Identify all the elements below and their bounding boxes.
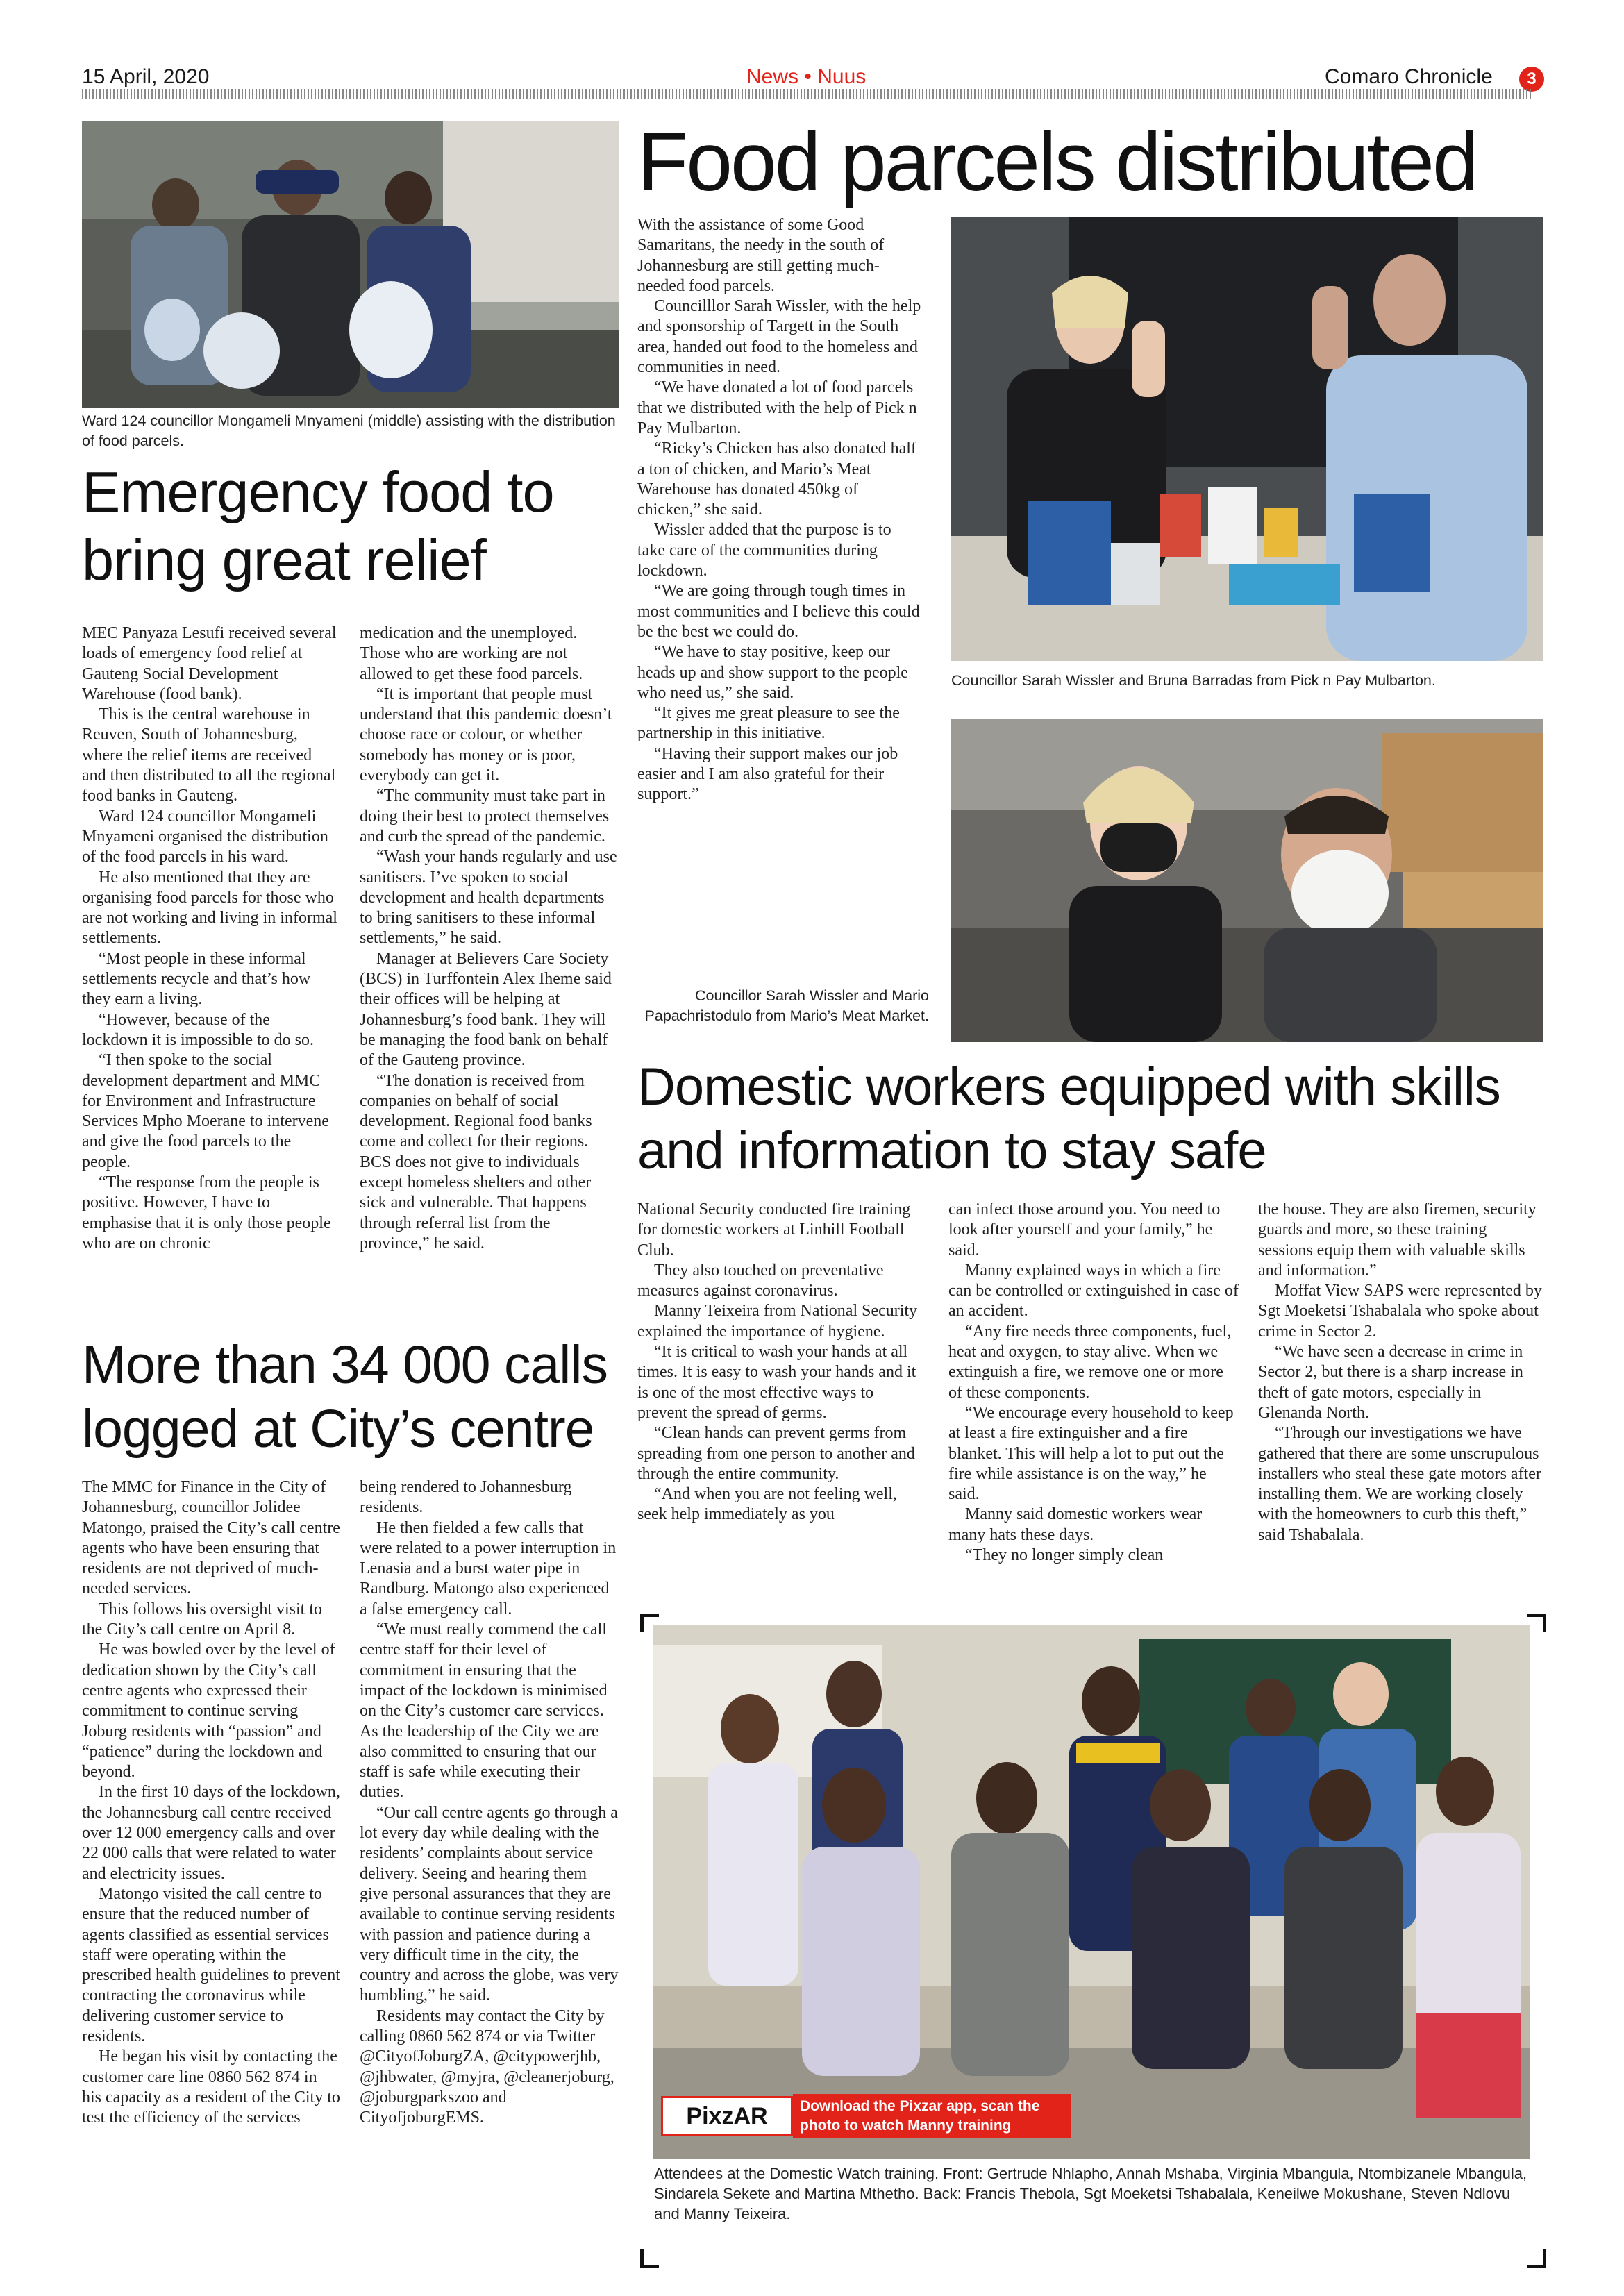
paragraph: “The response from the people is positive. However, I have to emphasise that it is only those people who are on chronic (82, 1173, 331, 1252)
paragraph: “Most people in these informal settlements recycle and that’s how they earn a living. (82, 949, 311, 1009)
paragraph: He also mentioned that they are organising food parcels for those who are not working and living in informal settlements. (82, 868, 337, 948)
paragraph: Councilllor Sarah Wissler, with the help and sponsorship of Targett in the South area, handed out food to the homeless and communities in need. (637, 297, 921, 377)
issue-date: 15 April, 2020 (82, 65, 210, 88)
pixzar-logo: PixzAR (686, 2102, 768, 2129)
calls-col-2 (360, 1477, 619, 2129)
paragraph: “The donation is received from companies on behalf of social development. Regional food banks come and collect for their regions. BCS does not give to individuals except homeless shelters and other sick and vulnerable. That happens through referral list from the province,” he said. (360, 1071, 592, 1252)
paragraph: “Ricky’s Chicken has also donated half a ton of chicken, and Mario’s Meat Warehouse has donated 450kg of chicken,” she said. (637, 439, 916, 519)
paragraph: “I then spoke to the social development department and MMC for Environment and Infrastructure Services Mpho Moerane to intervene and give the food parcels to the people. (82, 1051, 329, 1171)
frame-corner-br (1527, 2249, 1546, 2268)
paragraph: “Any fire needs three components, fuel, heat and oxygen, to stay alive. When we extinguish a fire, we remove one or more of these components. (948, 1322, 1232, 1402)
paragraph: Manny Teixeira from National Security explained the importance of hygiene. (637, 1302, 918, 1341)
page-number-badge (1519, 67, 1544, 92)
frame-corner-bl (640, 2249, 659, 2268)
paragraph: With the assistance of some Good Samaritans, the needy in the south of Johannesburg are still getting much-needed food parcels. (637, 216, 885, 295)
paragraph: “They no longer simply clean (965, 1546, 1164, 1565)
domestic-col-1 (637, 1200, 928, 1525)
paragraph: “Wash your hands regularly and use sanitisers. I’ve spoken to social development and health departments to bring sanitisers to these informal settlements,” he said. (360, 848, 617, 948)
calls-col-1 (82, 1477, 340, 2129)
paragraph: MEC Panyaza Lesufi received several loads of emergency food relief at Gauteng Social Development Warehouse (food bank). (82, 624, 337, 703)
paragraph: “We have seen a decrease in crime in Sector 2, but there is a sharp increase in theft of gate motors, especially in Glenanda North. (1258, 1343, 1523, 1422)
section-separator: • (804, 65, 812, 88)
page-number: 3 (1527, 69, 1537, 88)
paragraph: Manager at Believers Care Society (BCS) in Turffontein Alex Iheme said their offices will be helping at Johannesburg’s food bank. They will be managing the food bank on behalf of the Gauteng province. (360, 949, 612, 1070)
paragraph: Wissler added that the purpose is to take care of the communities during lockdown. (637, 521, 891, 580)
headline-domestic-workers: Domestic workers equipped with skills and information to stay safe (637, 1057, 1500, 1180)
emergency-col-2 (360, 623, 618, 1254)
paragraph: Manny explained ways in which a fire can be controlled or extinguished in case of an accident. (948, 1261, 1239, 1321)
paragraph: Matongo visited the call centre to ensure that the reduced number of agents classified as essential services staff were operating within the prescribed health guidelines to prevent contracting the coronavirus while delivering customer service to residents. (82, 1884, 340, 2046)
paragraph: being rendered to Johannesburg residents. (360, 1478, 572, 1517)
section-label (746, 65, 866, 89)
photo3-caption: Councillor Sarah Wissler and Mario Papachristodulo from Mario’s Meat Market. (644, 987, 929, 1024)
paragraph: He was bowled over by the level of dedication shown by the City’s call centre agents who expressed their commitment to continue serving Joburg residents with “passion” and “patience” during the lockdown and beyond. (82, 1641, 335, 1782)
paragraph: “Having their support makes our job easier and I am also grateful for their support.” (637, 744, 898, 804)
paragraph: “We are going through tough times in most communities and I believe this could be the best we could do. (637, 582, 920, 641)
photo-domestic-watch-group (653, 1625, 1530, 2159)
headline-call-centre: More than 34 000 calls logged at City’s centre (82, 1335, 608, 1459)
food-parcels-col (637, 215, 922, 805)
emergency-col-1 (82, 623, 339, 1254)
header-rule (82, 89, 1533, 99)
paragraph: Residents may contact the City by calling 0860 562 874 or via Twitter @CityofJoburgZA, @citypowerjhb, @jhbwater, @myjra, @cleanerjoburg, @joburgparkszoo and CityofjoburgEMS. (360, 2006, 614, 2127)
photo4-caption: Attendees at the Domestic Watch training. Front: Gertrude Nhlapho, Annah Mshaba, Virginia Mbangula, Ntombizanele Mbangula, Sindarela Sekete and Martina Mthetho. Back: Francis Thebola, Sgt Moeketsi Tshabalala, Keneilwe Mokushane, Steven Ndlovu and Manny Teixeira. (654, 2165, 1527, 2222)
pixzar-message-box (793, 2094, 1071, 2138)
newspaper-name: Comaro Chronicle (1325, 65, 1493, 88)
paragraph: Moffat View SAPS were represented by Sgt Moeketsi Tshabalala who spoke about crime in Sector 2. (1258, 1282, 1542, 1341)
domestic-col-2 (948, 1200, 1239, 1566)
paragraph: “It is important that people must understand that this pandemic doesn’t choose race or colour, or whether somebody has money or is poor, everybody can get it. (360, 685, 612, 785)
photo1-caption: Ward 124 councillor Mongameli Mnyameni (middle) assisting with the distribution of food parcels. (82, 412, 616, 449)
section-nuus: Nuus (817, 65, 867, 88)
paragraph: medication and the unemployed. Those who are working are not allowed to get these food parcels. (360, 624, 583, 683)
photo-food-distribution (82, 121, 619, 408)
paragraph: “And when you are not feeling well, seek help immediately as you (637, 1485, 897, 1524)
paragraph: “It gives me great pleasure to see the partnership in this initiative. (637, 704, 900, 743)
paragraph: “We have donated a lot of food parcels that we distributed with the help of Pick n Pay Mulbarton. (637, 378, 917, 437)
paragraph: can infect those around you. You need to look after yourself and your family,” he said. (948, 1200, 1221, 1259)
headline-food-parcels: Food parcels distributed (637, 115, 1477, 208)
section-news: News (746, 65, 799, 88)
paragraph: Manny said domestic workers wear many hats these days. (948, 1505, 1203, 1544)
pixzar-logo-box[interactable] (661, 2096, 793, 2136)
photo-wissler-papachristodulo (951, 719, 1543, 1042)
paragraph: “We have to stay positive, keep our heads up and show support to the people who need us,” she said. (637, 643, 908, 702)
pixzar-banner[interactable] (661, 2094, 1078, 2138)
photo-wissler-barradas (951, 217, 1543, 661)
paragraph: “It is critical to wash your hands at all times. It is easy to wash your hands and it is one of the most effective ways to prevent the spread of germs. (637, 1343, 916, 1422)
paragraph: He began his visit by contacting the customer care line 0860 562 874 in his capacity as a resident of the City to test the efficiency of the services (82, 2047, 340, 2127)
paragraph: This is the central warehouse in Reuven, South of Johannesburg, where the relief items are received and then distributed to all the regional food banks in Gauteng. (82, 705, 336, 805)
paragraph: “We must really commend the call centre staff for their level of commitment in ensuring that the impact of the lockdown is minimised on the City’s customer care services. As the leadership of the City we are also committed to ensuring that our staff is safe while executing their duties. (360, 1620, 608, 1802)
paragraph: The MMC for Finance in the City of Johannesburg, councillor Jolidee Matongo, praised the City’s call centre agents who have been ensuring that residents are not deprived of much-needed services. (82, 1478, 340, 1598)
paragraph: “Through our investigations we have gathered that there are some unscrupulous installers who steal these gate motors after installing them. We are working closely with the homeowners to curb this theft,” said Tshabalala. (1258, 1424, 1541, 1544)
paragraph: This follows his oversight visit to the City’s call centre on April 8. (82, 1600, 323, 1639)
paragraph: They also touched on preventative measures against coronavirus. (637, 1261, 884, 1300)
frame-corner-tr (1527, 1614, 1546, 1632)
paragraph: “Clean hands can prevent germs from spreading from one person to another and through the entire community. (637, 1424, 915, 1483)
paragraph: “However, because of the lockdown it is impossible to do so. (82, 1010, 315, 1049)
paragraph: National Security conducted fire training for domestic workers at Linhill Football Club. (637, 1200, 911, 1259)
paragraph: “Our call centre agents go through a lot every day while dealing with the residents’ complaints about service delivery. Seeing and hearing them give personal assurances that they are available to continue serving residents with passion and patience during a very difficult time in the city, the country and across the globe, was very humbling,” he said. (360, 1803, 619, 2005)
paragraph: Ward 124 councillor Mongameli Mnyameni organised the distribution of the food parcels in his ward. (82, 807, 328, 866)
paragraph: the house. They are also firemen, security guards and more, so these training sessions equip them with valuable skills and information.” (1258, 1200, 1537, 1280)
headline-emergency-food: Emergency food to bring great relief (82, 460, 554, 592)
photo2-caption: Councillor Sarah Wissler and Bruna Barradas from Pick n Pay Mulbarton. (951, 672, 1436, 689)
paragraph: In the first 10 days of the lockdown, the Johannesburg call centre received over 12 000 emergency calls and over 22 000 calls that were related to water and electricity issues. (82, 1783, 340, 1883)
domestic-col-3 (1258, 1200, 1544, 1545)
paragraph: “The community must take part in doing their best to protect themselves and curb the spread of the pandemic. (360, 787, 610, 846)
paragraph: “We encourage every household to keep at least a fire extinguisher and a fire blanket. This will help a lot to put out the fire while assistance is on the way,” he said. (948, 1403, 1234, 1504)
paragraph: He then fielded a few calls that were related to a power interruption in Lenasia and a burst water pipe in Randburg. Matongo also experienced a false emergency call. (360, 1518, 617, 1618)
pixzar-message: Download the Pixzar app, scan the photo to watch Manny training (800, 2098, 1040, 2134)
